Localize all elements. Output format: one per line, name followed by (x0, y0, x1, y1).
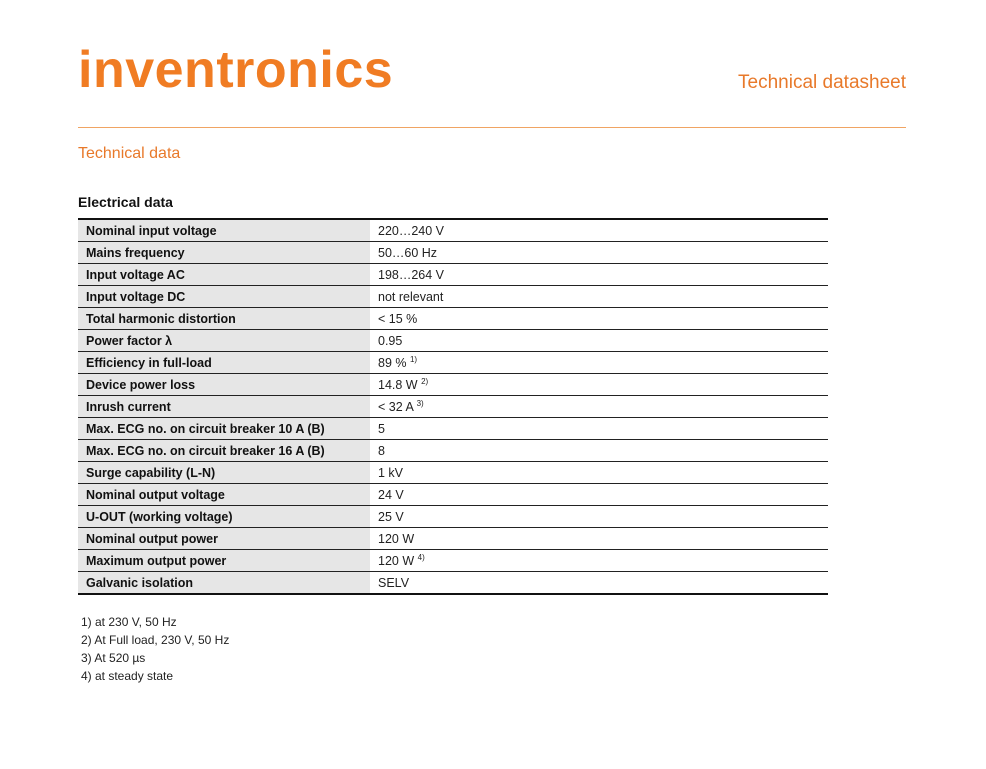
parameter-cell: U-OUT (working voltage) (78, 506, 370, 528)
parameter-cell: Input voltage AC (78, 264, 370, 286)
parameter-cell: Power factor λ (78, 330, 370, 352)
table-row (78, 286, 828, 308)
parameter-cell: Max. ECG no. on circuit breaker 10 A (B) (78, 418, 370, 440)
value-text: 14.8 W (378, 377, 418, 392)
value-text: SELV (378, 575, 410, 590)
section-title: Technical data (78, 145, 181, 162)
value-text: < 15 % (378, 311, 418, 326)
parameter-cell: Total harmonic distortion (78, 308, 370, 330)
value-text: 120 W (378, 531, 415, 546)
value-cell (370, 572, 828, 595)
table-row (78, 484, 828, 506)
value-cell (370, 462, 828, 484)
table-row (78, 550, 828, 572)
value-cell (370, 396, 828, 418)
parameter-cell: Surge capability (L-N) (78, 462, 370, 484)
value-cell (370, 528, 828, 550)
parameter-cell: Efficiency in full-load (78, 352, 370, 374)
footnote-item: 4) at steady state (81, 669, 174, 683)
table-row (78, 418, 828, 440)
parameter-cell: Mains frequency (78, 242, 370, 264)
parameter-cell: Max. ECG no. on circuit breaker 16 A (B) (78, 440, 370, 462)
footnote-marker: 3) (416, 398, 424, 408)
parameter-cell: Maximum output power (78, 550, 370, 572)
table-row (78, 330, 828, 352)
electrical-data-table (78, 218, 828, 595)
footnote-marker: 2) (421, 376, 429, 386)
parameter-cell: Galvanic isolation (78, 572, 370, 595)
parameter-cell: Inrush current (78, 396, 370, 418)
value-text: 8 (378, 443, 385, 458)
value-cell (370, 484, 828, 506)
value-text: 50…60 Hz (378, 245, 438, 260)
parameter-cell: Device power loss (78, 374, 370, 396)
parameter-cell: Input voltage DC (78, 286, 370, 308)
footnotes (81, 613, 229, 685)
value-cell (370, 352, 828, 374)
table-row (78, 264, 828, 286)
table-row (78, 219, 828, 242)
value-cell (370, 264, 828, 286)
value-cell (370, 219, 828, 242)
parameter-cell: Nominal output voltage (78, 484, 370, 506)
value-cell (370, 330, 828, 352)
value-text: 0.95 (378, 333, 403, 348)
value-cell (370, 550, 828, 572)
table-row (78, 440, 828, 462)
table-row (78, 308, 828, 330)
value-cell (370, 374, 828, 396)
value-text: 198…264 V (378, 267, 445, 282)
value-text: 120 W (378, 553, 415, 568)
value-text: 5 (378, 421, 385, 436)
value-text: 1 kV (378, 465, 404, 480)
table-row (78, 374, 828, 396)
footnote-item: 2) At Full load, 230 V, 50 Hz (81, 633, 230, 647)
inventronics-logo: inventronics (78, 41, 394, 99)
value-cell (370, 440, 828, 462)
footnote-item: 3) At 520 µs (81, 651, 146, 665)
table-row (78, 572, 828, 595)
table-row (78, 462, 828, 484)
value-text: < 32 A (378, 399, 414, 414)
value-text: not relevant (378, 289, 444, 304)
parameter-cell: Nominal output power (78, 528, 370, 550)
footnote-item: 1) at 230 V, 50 Hz (81, 615, 177, 629)
value-text: 25 V (378, 509, 404, 524)
value-text: 24 V (378, 487, 404, 502)
value-cell (370, 506, 828, 528)
value-text: 220…240 V (378, 223, 445, 238)
table-row (78, 528, 828, 550)
document-type-label: Technical datasheet (738, 72, 906, 93)
value-cell (370, 242, 828, 264)
footnote-marker: 4) (417, 552, 425, 562)
header-divider (78, 127, 906, 128)
footnote-marker: 1) (409, 354, 418, 364)
value-cell (370, 308, 828, 330)
subsection-title: Electrical data (78, 194, 173, 210)
parameter-cell: Nominal input voltage (78, 219, 370, 242)
table-row (78, 242, 828, 264)
value-text: 89 % (378, 355, 407, 370)
table-row (78, 506, 828, 528)
value-cell (370, 286, 828, 308)
table-row (78, 352, 828, 374)
value-cell (370, 418, 828, 440)
table-row (78, 396, 828, 418)
